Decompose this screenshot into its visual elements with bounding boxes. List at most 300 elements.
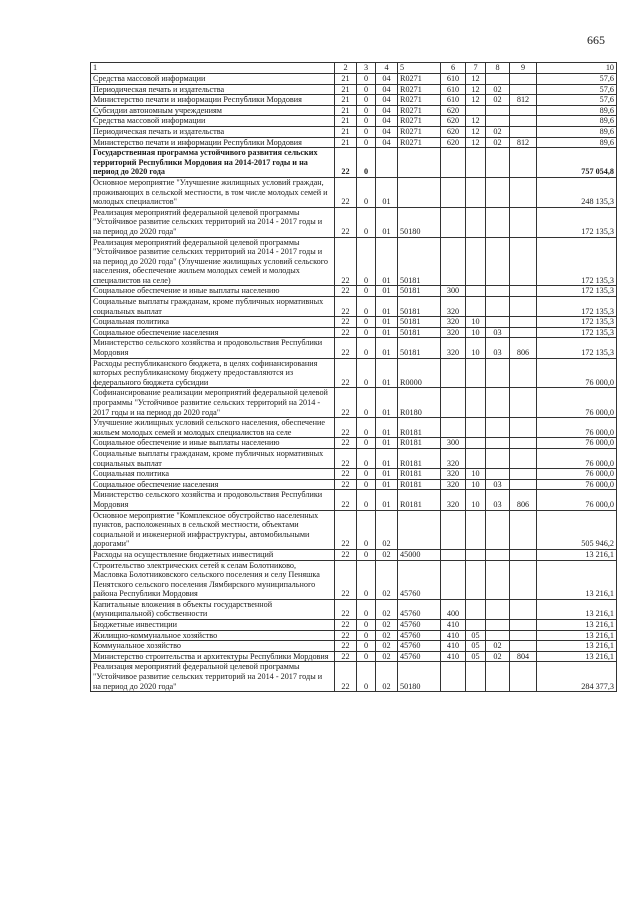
table-cell: 172 135,3: [537, 286, 617, 297]
table-cell: 01: [376, 317, 398, 328]
table-cell: 45760: [398, 599, 441, 619]
table-cell: 410: [441, 620, 466, 631]
table-cell: 0: [357, 84, 376, 95]
table-cell: 05: [466, 651, 486, 662]
table-cell: [466, 297, 486, 317]
table-cell: 01: [376, 358, 398, 388]
table-cell: R0271: [398, 137, 441, 148]
table-cell: 03: [486, 327, 510, 338]
table-cell: [510, 237, 537, 286]
table-cell: 0: [357, 207, 376, 237]
table-cell: 76 000,0: [537, 388, 617, 418]
table-cell: Периодическая печать и издательства: [91, 84, 335, 95]
table-cell: Социальная политика: [91, 469, 335, 480]
table-cell: 89,6: [537, 116, 617, 127]
table-cell: 320: [441, 317, 466, 328]
table-cell: 0: [357, 126, 376, 137]
table-cell: 22: [335, 286, 357, 297]
table-cell: 01: [376, 237, 398, 286]
table-cell: 10: [466, 490, 486, 510]
table-row: [91, 74, 617, 85]
table-cell: 21: [335, 95, 357, 106]
table-cell: Софинансирование реализации мероприятий федеральной целевой программы "Устойчивое развитие сельских территорий на 2014 - 2017 годы и на период до 2020 года": [91, 388, 335, 418]
table-cell: 806: [510, 338, 537, 358]
table-row: [91, 105, 617, 116]
table-cell: 410: [441, 630, 466, 641]
table-row: [91, 630, 617, 641]
table-cell: 22: [335, 237, 357, 286]
table-cell: [466, 358, 486, 388]
table-cell: 02: [376, 662, 398, 692]
table-cell: 0: [357, 662, 376, 692]
table-cell: 04: [376, 126, 398, 137]
table-row: [91, 84, 617, 95]
header-cell: 7: [466, 63, 486, 74]
table-cell: Основное мероприятие "Улучшение жилищных условий граждан, проживающих в сельской местности, в том числе молодых семей и молодых специалистов": [91, 177, 335, 207]
table-cell: 22: [335, 207, 357, 237]
table-cell: [510, 105, 537, 116]
table-cell: 01: [376, 438, 398, 449]
table-cell: [466, 448, 486, 468]
table-row: [91, 388, 617, 418]
table-cell: [441, 148, 466, 178]
table-cell: [441, 388, 466, 418]
table-cell: 0: [357, 630, 376, 641]
table-cell: [486, 418, 510, 438]
table-cell: 02: [376, 630, 398, 641]
table-cell: 04: [376, 84, 398, 95]
table-cell: R0181: [398, 448, 441, 468]
table-body: [91, 74, 617, 692]
table-cell: [466, 286, 486, 297]
table-cell: [441, 549, 466, 560]
table-cell: [486, 662, 510, 692]
table-cell: 50181: [398, 327, 441, 338]
table-cell: 320: [441, 338, 466, 358]
table-cell: 21: [335, 105, 357, 116]
header-cell: 10: [537, 63, 617, 74]
table-cell: [486, 237, 510, 286]
table-cell: 10: [466, 317, 486, 328]
table-cell: [486, 560, 510, 599]
table-cell: [486, 620, 510, 631]
table-cell: [486, 469, 510, 480]
table-cell: [466, 510, 486, 549]
table-cell: [510, 510, 537, 549]
table-cell: Расходы на осуществление бюджетных инвестиций: [91, 549, 335, 560]
table-cell: [466, 237, 486, 286]
table-cell: [486, 297, 510, 317]
table-cell: 02: [376, 510, 398, 549]
table-cell: Социальное обеспечение населения: [91, 327, 335, 338]
table-cell: R0000: [398, 358, 441, 388]
table-cell: R0271: [398, 95, 441, 106]
table-cell: 10: [466, 338, 486, 358]
table-cell: Министерство сельского хозяйства и продовольствия Республики Мордовия: [91, 490, 335, 510]
table-cell: 320: [441, 469, 466, 480]
table-cell: Коммунальное хозяйство: [91, 641, 335, 652]
table-cell: 812: [510, 95, 537, 106]
table-cell: 01: [376, 327, 398, 338]
table-cell: 22: [335, 469, 357, 480]
table-cell: 22: [335, 651, 357, 662]
table-cell: Средства массовой информации: [91, 74, 335, 85]
table-cell: 89,6: [537, 105, 617, 116]
table-cell: 0: [357, 137, 376, 148]
table-cell: 320: [441, 327, 466, 338]
table-cell: 12: [466, 116, 486, 127]
table-cell: 0: [357, 438, 376, 449]
table-cell: 320: [441, 490, 466, 510]
table-cell: [466, 438, 486, 449]
table-cell: 0: [357, 95, 376, 106]
table-cell: [510, 388, 537, 418]
table-cell: Периодическая печать и издательства: [91, 126, 335, 137]
table-cell: 01: [376, 448, 398, 468]
table-row: [91, 126, 617, 137]
table-cell: 620: [441, 126, 466, 137]
table-cell: 172 135,3: [537, 207, 617, 237]
table-row: [91, 469, 617, 480]
header-cell: 2: [335, 63, 357, 74]
table-cell: 45760: [398, 651, 441, 662]
table-cell: [486, 630, 510, 641]
table-cell: 320: [441, 479, 466, 490]
table-cell: [510, 84, 537, 95]
table-cell: Средства массовой информации: [91, 116, 335, 127]
table-row: [91, 448, 617, 468]
table-cell: [398, 148, 441, 178]
table-cell: [466, 662, 486, 692]
header-cell: 6: [441, 63, 466, 74]
table-cell: [466, 177, 486, 207]
table-cell: 03: [486, 490, 510, 510]
table-cell: [510, 177, 537, 207]
table-cell: Реализация мероприятий федеральной целевой программы "Устойчивое развитие сельских территорий на 2014 - 2017 годы и на период до 2020 года": [91, 207, 335, 237]
table-cell: R0271: [398, 126, 441, 137]
table-cell: 172 135,3: [537, 317, 617, 328]
table-cell: 22: [335, 177, 357, 207]
table-cell: 10: [466, 479, 486, 490]
table-cell: [510, 358, 537, 388]
table-cell: 22: [335, 662, 357, 692]
table-cell: [376, 148, 398, 178]
table-cell: 172 135,3: [537, 327, 617, 338]
table-cell: [486, 358, 510, 388]
table-cell: [441, 662, 466, 692]
table-cell: 45760: [398, 641, 441, 652]
table-cell: Социальное обеспечение и иные выплаты населению: [91, 438, 335, 449]
table-row: [91, 327, 617, 338]
table-cell: 22: [335, 630, 357, 641]
table-cell: [466, 549, 486, 560]
table-cell: 22: [335, 599, 357, 619]
table-row: [91, 599, 617, 619]
header-cell: 4: [376, 63, 398, 74]
table-cell: 610: [441, 84, 466, 95]
table-row: [91, 418, 617, 438]
table-cell: 04: [376, 105, 398, 116]
table-cell: 13 216,1: [537, 641, 617, 652]
table-cell: Реализация мероприятий федеральной целевой программы "Устойчивое развитие сельских территорий на 2014 - 2017 годы и на период до 2020 года" (Улучшение жилищных условий сельского населения, обеспечение жильем молодых семей и молодых специалистов на селе): [91, 237, 335, 286]
table-row: [91, 510, 617, 549]
table-cell: [441, 237, 466, 286]
table-cell: Жилищно-коммунальное хозяйство: [91, 630, 335, 641]
table-cell: 806: [510, 490, 537, 510]
table-cell: 248 135,3: [537, 177, 617, 207]
table-cell: [486, 207, 510, 237]
table-cell: 02: [376, 641, 398, 652]
table-cell: R0181: [398, 438, 441, 449]
table-cell: 0: [357, 418, 376, 438]
table-cell: 0: [357, 338, 376, 358]
table-cell: [510, 148, 537, 178]
table-cell: R0181: [398, 469, 441, 480]
table-cell: 284 377,3: [537, 662, 617, 692]
table-cell: 757 054,8: [537, 148, 617, 178]
table-cell: [441, 207, 466, 237]
table-cell: 02: [486, 126, 510, 137]
table-cell: [510, 549, 537, 560]
table-cell: 76 000,0: [537, 358, 617, 388]
table-cell: 320: [441, 448, 466, 468]
header-cell: 5: [398, 63, 441, 74]
table-cell: 01: [376, 297, 398, 317]
table-cell: 22: [335, 358, 357, 388]
table-cell: 0: [357, 105, 376, 116]
table-cell: 22: [335, 338, 357, 358]
table-cell: 02: [486, 641, 510, 652]
table-cell: 05: [466, 630, 486, 641]
table-cell: R0181: [398, 490, 441, 510]
table-cell: [510, 620, 537, 631]
table-cell: 620: [441, 116, 466, 127]
table-cell: [486, 148, 510, 178]
table-cell: 13 216,1: [537, 549, 617, 560]
table-cell: 01: [376, 286, 398, 297]
table-cell: 172 135,3: [537, 297, 617, 317]
table-cell: 21: [335, 126, 357, 137]
table-row: [91, 620, 617, 631]
table-cell: [466, 207, 486, 237]
table-cell: [486, 317, 510, 328]
table-cell: 01: [376, 479, 398, 490]
table-cell: 02: [376, 651, 398, 662]
table-cell: 45760: [398, 620, 441, 631]
table-cell: 0: [357, 479, 376, 490]
table-cell: Бюджетные инвестиции: [91, 620, 335, 631]
table-cell: [510, 662, 537, 692]
table-cell: R0181: [398, 479, 441, 490]
table-cell: 50181: [398, 237, 441, 286]
table-cell: [466, 105, 486, 116]
table-cell: 410: [441, 651, 466, 662]
table-cell: Социальная политика: [91, 317, 335, 328]
table-cell: 0: [357, 327, 376, 338]
table-cell: 172 135,3: [537, 338, 617, 358]
table-cell: [510, 418, 537, 438]
table-cell: 0: [357, 286, 376, 297]
table-row: [91, 137, 617, 148]
table-cell: 02: [376, 599, 398, 619]
table-cell: 02: [376, 549, 398, 560]
table-row: [91, 651, 617, 662]
table-cell: 02: [486, 84, 510, 95]
table-cell: 03: [486, 479, 510, 490]
table-cell: 22: [335, 148, 357, 178]
table-cell: 0: [357, 448, 376, 468]
table-cell: Капитальные вложения в объекты государственной (муниципальной) собственности: [91, 599, 335, 619]
table-cell: 22: [335, 560, 357, 599]
table-cell: 01: [376, 177, 398, 207]
table-cell: [510, 286, 537, 297]
table-row: [91, 438, 617, 449]
table-cell: [466, 418, 486, 438]
table-cell: Социальное обеспечение населения: [91, 479, 335, 490]
table-cell: 76 000,0: [537, 438, 617, 449]
table-row: [91, 560, 617, 599]
table-cell: 13 216,1: [537, 620, 617, 631]
table-cell: [486, 438, 510, 449]
table-cell: 0: [357, 651, 376, 662]
table-cell: Реализация мероприятий федеральной целевой программы "Устойчивое развитие сельских территорий на 2014 - 2017 годы и на период до 2020 года": [91, 662, 335, 692]
table-cell: 22: [335, 297, 357, 317]
table-cell: 0: [357, 388, 376, 418]
header-cell: 9: [510, 63, 537, 74]
table-cell: 50181: [398, 297, 441, 317]
table-row: [91, 116, 617, 127]
table-cell: [398, 177, 441, 207]
table-cell: 02: [486, 137, 510, 148]
table-cell: [486, 510, 510, 549]
table-cell: [486, 116, 510, 127]
table-row: [91, 479, 617, 490]
table-cell: [466, 148, 486, 178]
table-cell: [441, 510, 466, 549]
table-cell: 400: [441, 599, 466, 619]
table-cell: R0271: [398, 105, 441, 116]
table-cell: R0271: [398, 84, 441, 95]
table-cell: Государственная программа устойчивого развития сельских территорий Республики Мордовия на 2014-2017 годы и на период до 2020 года: [91, 148, 335, 178]
table-cell: R0180: [398, 388, 441, 418]
table-row: [91, 95, 617, 106]
table-cell: Расходы республиканского бюджета, в целях софинансирования которых республиканскому бюджету предоставляются из федерального бюджета субсидии: [91, 358, 335, 388]
table-cell: [510, 448, 537, 468]
table-cell: 22: [335, 510, 357, 549]
table-cell: 50181: [398, 338, 441, 358]
table-cell: Социальные выплаты гражданам, кроме публичных нормативных социальных выплат: [91, 297, 335, 317]
table-cell: 620: [441, 137, 466, 148]
table-cell: 21: [335, 116, 357, 127]
table-cell: [510, 630, 537, 641]
table-cell: 0: [357, 74, 376, 85]
table-cell: 13 216,1: [537, 651, 617, 662]
table-cell: [510, 207, 537, 237]
table-cell: [441, 418, 466, 438]
table-row: [91, 641, 617, 652]
table-cell: 22: [335, 448, 357, 468]
header-row: [91, 63, 617, 74]
table-cell: Улучшение жилищных условий сельского населения, обеспечение жильем молодых семей и молодых специалистов на селе: [91, 418, 335, 438]
table-cell: 22: [335, 641, 357, 652]
table-row: [91, 549, 617, 560]
table-cell: 13 216,1: [537, 560, 617, 599]
table-cell: [486, 549, 510, 560]
table-cell: 50181: [398, 286, 441, 297]
budget-table: [90, 62, 617, 692]
table-cell: 76 000,0: [537, 418, 617, 438]
table-cell: 57,6: [537, 95, 617, 106]
table-cell: 10: [466, 327, 486, 338]
table-cell: 0: [357, 560, 376, 599]
table-cell: 76 000,0: [537, 448, 617, 468]
table-cell: 76 000,0: [537, 479, 617, 490]
table-cell: 01: [376, 388, 398, 418]
table-cell: [510, 116, 537, 127]
table-cell: Строительство электрических сетей к селам Болотниково, Масловка Болотниковского сельского поселения и селу Пеняшка Пенятского сельского поселения Лямбирского муниципального района Республики Мордовия: [91, 560, 335, 599]
table-cell: 05: [466, 641, 486, 652]
table-cell: 57,6: [537, 74, 617, 85]
table-cell: [510, 641, 537, 652]
table-cell: [486, 388, 510, 418]
table-cell: 02: [486, 95, 510, 106]
table-cell: 04: [376, 137, 398, 148]
table-cell: 45000: [398, 549, 441, 560]
table-cell: [441, 358, 466, 388]
table-cell: 0: [357, 297, 376, 317]
table-cell: [486, 286, 510, 297]
table-cell: 21: [335, 74, 357, 85]
table-cell: 22: [335, 317, 357, 328]
table-cell: 89,6: [537, 126, 617, 137]
table-row: [91, 207, 617, 237]
table-row: [91, 662, 617, 692]
table-cell: 22: [335, 479, 357, 490]
table-cell: 22: [335, 620, 357, 631]
table-cell: R0181: [398, 418, 441, 438]
table-cell: [466, 599, 486, 619]
table-cell: 300: [441, 438, 466, 449]
table-cell: 57,6: [537, 84, 617, 95]
table-cell: 0: [357, 148, 376, 178]
table-cell: [441, 177, 466, 207]
table-cell: 804: [510, 651, 537, 662]
table-cell: [510, 469, 537, 480]
header-cell: 8: [486, 63, 510, 74]
table-cell: 0: [357, 358, 376, 388]
table-cell: 01: [376, 490, 398, 510]
table-cell: 0: [357, 237, 376, 286]
table-cell: [510, 327, 537, 338]
table-cell: Социальное обеспечение и иные выплаты населению: [91, 286, 335, 297]
table-row: [91, 237, 617, 286]
table-cell: 02: [376, 560, 398, 599]
table-cell: [466, 560, 486, 599]
table-row: [91, 490, 617, 510]
table-cell: [510, 479, 537, 490]
table-cell: 45760: [398, 560, 441, 599]
table-cell: 01: [376, 469, 398, 480]
table-cell: 03: [486, 338, 510, 358]
table-row: [91, 338, 617, 358]
table-cell: [486, 599, 510, 619]
table-row: [91, 358, 617, 388]
table-cell: 12: [466, 84, 486, 95]
table-cell: [510, 317, 537, 328]
table-row: [91, 317, 617, 328]
table-cell: 12: [466, 137, 486, 148]
table-cell: 0: [357, 549, 376, 560]
